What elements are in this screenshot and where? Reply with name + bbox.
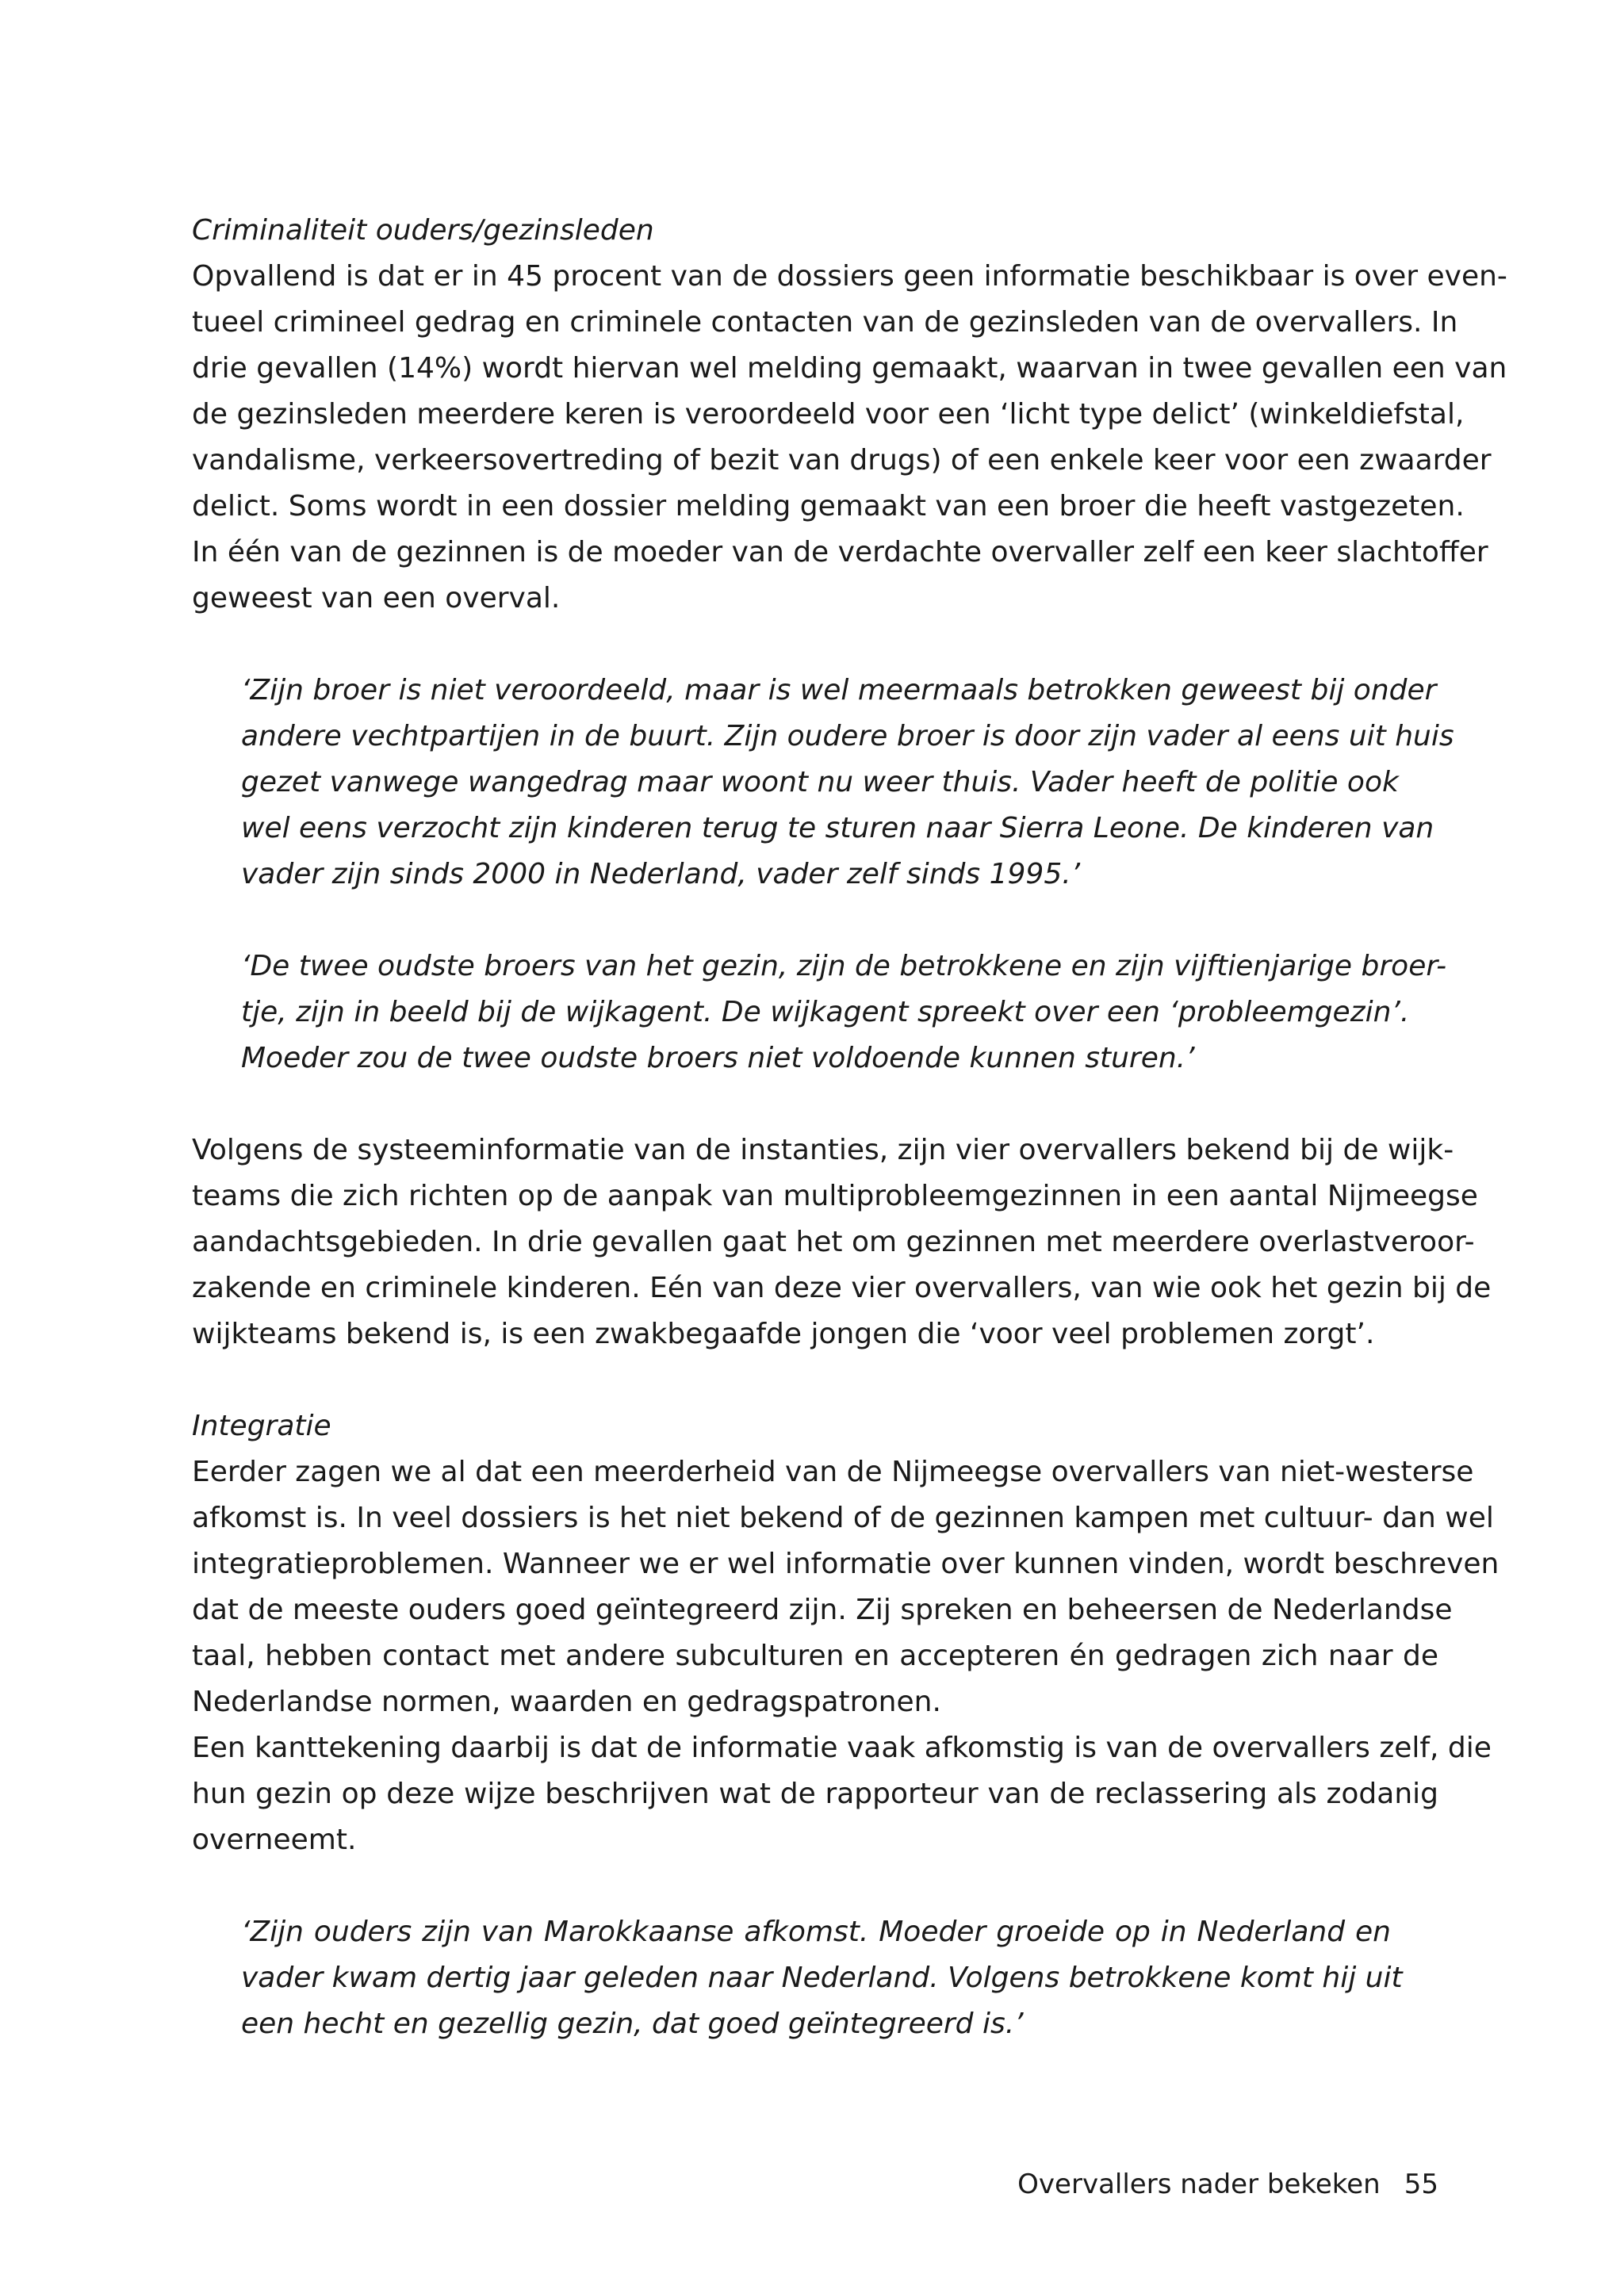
spacer — [192, 1357, 1438, 1403]
quote-line: vader zijn sinds 2000 in Nederland, vader zelf sinds 1995.’ — [241, 858, 1081, 890]
paragraph-line: Nederlandse normen, waarden en gedragspatronen. — [192, 1686, 941, 1718]
paragraph-line: overneemt. — [192, 1824, 357, 1856]
paragraph-criminaliteit — [192, 254, 1507, 622]
paragraph-line: aandachtsgebieden. In drie gevallen gaat het om gezinnen met meerdere overlastveroor- — [192, 1226, 1475, 1258]
running-title: Overvallers nader bekeken — [1017, 2169, 1381, 2200]
paragraph-line: geweest van een overval. — [192, 582, 561, 614]
paragraph-line: Opvallend is dat er in 45 procent van de dossiers geen informatie beschikbaar is over even- — [192, 260, 1507, 293]
page-content — [192, 208, 1507, 2047]
paragraph-line: tueel crimineel gedrag en criminele contacten van de gezinsleden van de overvallers. In — [192, 306, 1458, 339]
spacer — [192, 1863, 1438, 1909]
quote-line: ‘De twee oudste broers van het gezin, zijn de betrokkene en zijn vijftienjarige broer- — [241, 950, 1447, 982]
paragraph-line: de gezinsleden meerdere keren is veroordeeld voor een ‘licht type delict’ (winkeldiefstal, — [192, 398, 1465, 431]
paragraph-line: Eerder zagen we al dat een meerderheid van de Nijmeegse overvallers van niet-westerse — [192, 1456, 1474, 1488]
quote-line: een hecht en gezellig gezin, dat goed geïntegreerd is.’ — [241, 2008, 1024, 2040]
paragraph-systeeminformatie — [192, 1127, 1492, 1357]
paragraph-line: Volgens de systeeminformatie van de instanties, zijn vier overvallers bekend bij de wijk- — [192, 1134, 1454, 1166]
paragraph-line: drie gevallen (14%) wordt hiervan wel melding gemaakt, waarvan in twee gevallen een van — [192, 352, 1507, 385]
page-footer — [1017, 2165, 1438, 2204]
paragraph-line: hun gezin op deze wijze beschrijven wat de rapporteur van de reclassering als zodanig — [192, 1778, 1438, 1810]
quote-line: vader kwam dertig jaar geleden naar Nederland. Volgens betrokkene komt hij uit — [241, 1962, 1403, 1994]
quote-line: gezet vanwege wangedrag maar woont nu weer thuis. Vader heeft de politie ook — [241, 766, 1399, 798]
paragraph-line: afkomst is. In veel dossiers is het niet bekend of de gezinnen kampen met cultuur- dan wel — [192, 1502, 1494, 1534]
paragraph-line: delict. Soms wordt in een dossier melding gemaakt van een broer die heeft vastgezeten. — [192, 490, 1465, 523]
quote-line: ‘Zijn ouders zijn van Marokkaanse afkomst. Moeder groeide op in Nederland en — [241, 1916, 1391, 1948]
paragraph-line: Een kanttekening daarbij is dat de informatie vaak afkomstig is van de overvallers zelf, die — [192, 1732, 1492, 1764]
paragraph-line: taal, hebben contact met andere subculturen en accepteren én gedragen zich naar de — [192, 1640, 1438, 1672]
quote-line: wel eens verzocht zijn kinderen terug te sturen naar Sierra Leone. De kinderen van — [241, 812, 1434, 844]
section-heading-criminaliteit: Criminaliteit ouders/gezinsleden — [192, 214, 654, 247]
paragraph-line: vandalisme, verkeersovertreding of bezit van drugs) of een enkele keer voor een zwaarder — [192, 444, 1492, 477]
paragraph-line: teams die zich richten op de aanpak van multiprobleemgezinnen in een aantal Nijmeegse — [192, 1180, 1478, 1212]
quote-line: ‘Zijn broer is niet veroordeeld, maar is wel meermaals betrokken geweest bij onder — [241, 674, 1437, 706]
quote-line: Moeder zou de twee oudste broers niet voldoende kunnen sturen.’ — [241, 1042, 1195, 1074]
quote-line: andere vechtpartijen in de buurt. Zijn oudere broer is door zijn vader al eens uit huis — [241, 720, 1454, 752]
block-quote-ouders — [192, 1909, 1403, 2047]
quote-line: tje, zijn in beeld bij de wijkagent. De wijkagent spreekt over een ‘probleemgezin’. — [241, 996, 1410, 1028]
paragraph-line: In één van de gezinnen is de moeder van de verdachte overvaller zelf een keer slachtoffer — [192, 536, 1488, 568]
spacer — [192, 622, 1438, 668]
paragraph-line: zakende en criminele kinderen. Eén van deze vier overvallers, van wie ook het gezin bij de — [192, 1272, 1492, 1304]
spacer — [192, 898, 1438, 944]
block-quote-oudste-broers — [192, 944, 1447, 1081]
paragraph-line: integratieproblemen. Wanneer we er wel informatie over kunnen vinden, wordt beschreven — [192, 1548, 1500, 1580]
paragraph-integratie — [192, 1449, 1500, 1725]
section-heading-integratie: Integratie — [192, 1410, 331, 1442]
paragraph-kanttekening — [192, 1725, 1492, 1863]
block-quote-broer — [192, 668, 1454, 898]
paragraph-line: wijkteams bekend is, is een zwakbegaafde jongen die ‘voor veel problemen zorgt’. — [192, 1318, 1375, 1350]
page-number: 55 — [1404, 2169, 1438, 2200]
spacer — [192, 1081, 1438, 1127]
paragraph-line: dat de meeste ouders goed geïntegreerd zijn. Zij spreken en beheersen de Nederlandse — [192, 1594, 1453, 1626]
